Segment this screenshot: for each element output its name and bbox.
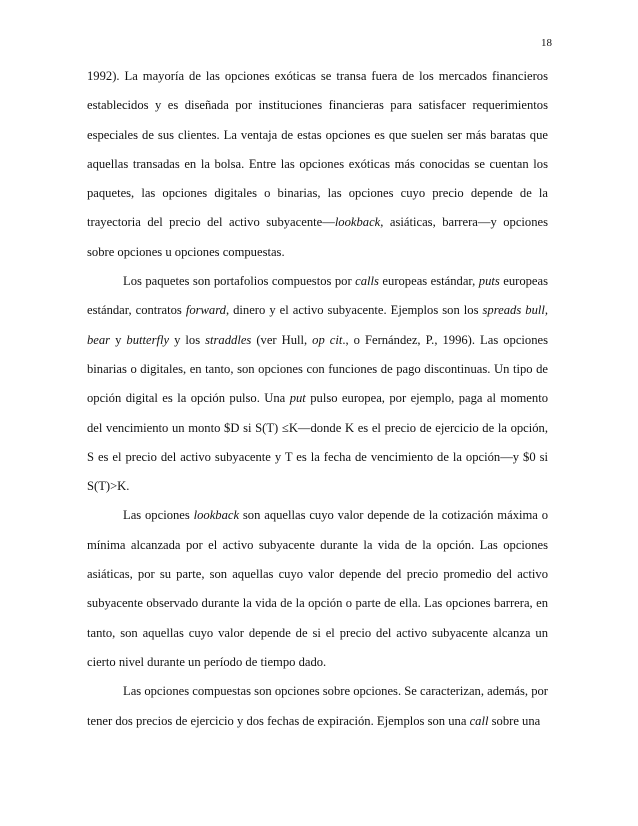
italic-text-run: forward	[185, 303, 226, 318]
document-body	[87, 62, 548, 736]
italic-text-run: spreads bull, bear	[87, 303, 549, 347]
text-run: (ver Hull,	[251, 332, 313, 347]
paragraph	[87, 267, 548, 501]
paragraph	[87, 677, 548, 736]
paragraph	[87, 62, 548, 267]
italic-text-run: calls	[355, 274, 379, 289]
text-run: ., o Fernández, P., 1996). Las opciones binarias o digitales, en tanto, son opciones con funciones de pago discontinuas. Un tipo de opción digital es la opción pulso. Una	[87, 332, 548, 406]
text-run: europeas estándar, contratos	[87, 274, 549, 318]
text-run: , asiáticas, barrera—y opciones sobre opciones u opciones compuestas.	[87, 215, 548, 259]
text-run: y los	[169, 332, 206, 347]
text-run: europeas estándar,	[378, 274, 479, 289]
text-run: son aquellas cuyo valor depende de la cotización máxima o mínima alcanzada por el activo subyacente durante la vida de la opción. Las opciones asiáticas, por su parte, son aquellas cuyo valor depende del precio promedio del activo subyacente observado durante la vida de la opción o parte de ella. Las opciones barrera, en tanto, son aquellas cuyo valor depende de si el precio del activo subyacente alcanza un cierto nivel durante un período de tiempo dado.	[87, 508, 549, 669]
italic-text-run: lookback	[334, 215, 381, 230]
text-run: , dinero y el activo subyacente. Ejemplos son los	[225, 303, 483, 318]
paragraph	[87, 501, 548, 677]
text-run: y	[110, 332, 127, 347]
page-number: 18	[541, 37, 552, 49]
italic-text-run: butterfly	[126, 332, 170, 347]
italic-text-run: op cit	[312, 332, 343, 347]
italic-text-run: call	[469, 713, 489, 728]
text-run: Las opciones	[123, 508, 194, 523]
text-run: 1992). La mayoría de las opciones exóticas se transa fuera de los mercados financieros establecidos y es diseñada por instituciones financieras para satisfacer requerimientos especiales de sus clientes. La ventaja de estas opciones es que suelen ser más baratas que aquellas transadas en la bolsa. Entre las opciones exóticas más conocidas se cuentan los paquetes, las opciones digitales o binarias, las opciones cuyo precio depende de la trayectoria del precio del activo subyacente—	[87, 69, 548, 230]
italic-text-run: straddles	[205, 332, 252, 347]
italic-text-run: put	[289, 391, 306, 406]
text-run: Los paquetes son portafolios compuestos por	[123, 274, 356, 289]
text-run: Las opciones compuestas son opciones sobre opciones. Se caracterizan, además, por tener dos precios de ejercicio y dos fechas de expiración. Ejemplos son una	[87, 684, 548, 728]
text-run: pulso europea, por ejemplo, paga al momento del vencimiento un monto $D si S(T) ≤K—donde K es el precio de ejercicio de la opción, S es el precio del activo subyacente y T es la fecha de vencimiento de la opción—y $0 si S(T)>K.	[87, 391, 548, 494]
italic-text-run: lookback	[193, 508, 240, 523]
italic-text-run: puts	[478, 274, 500, 289]
text-run: sobre una	[488, 713, 541, 728]
